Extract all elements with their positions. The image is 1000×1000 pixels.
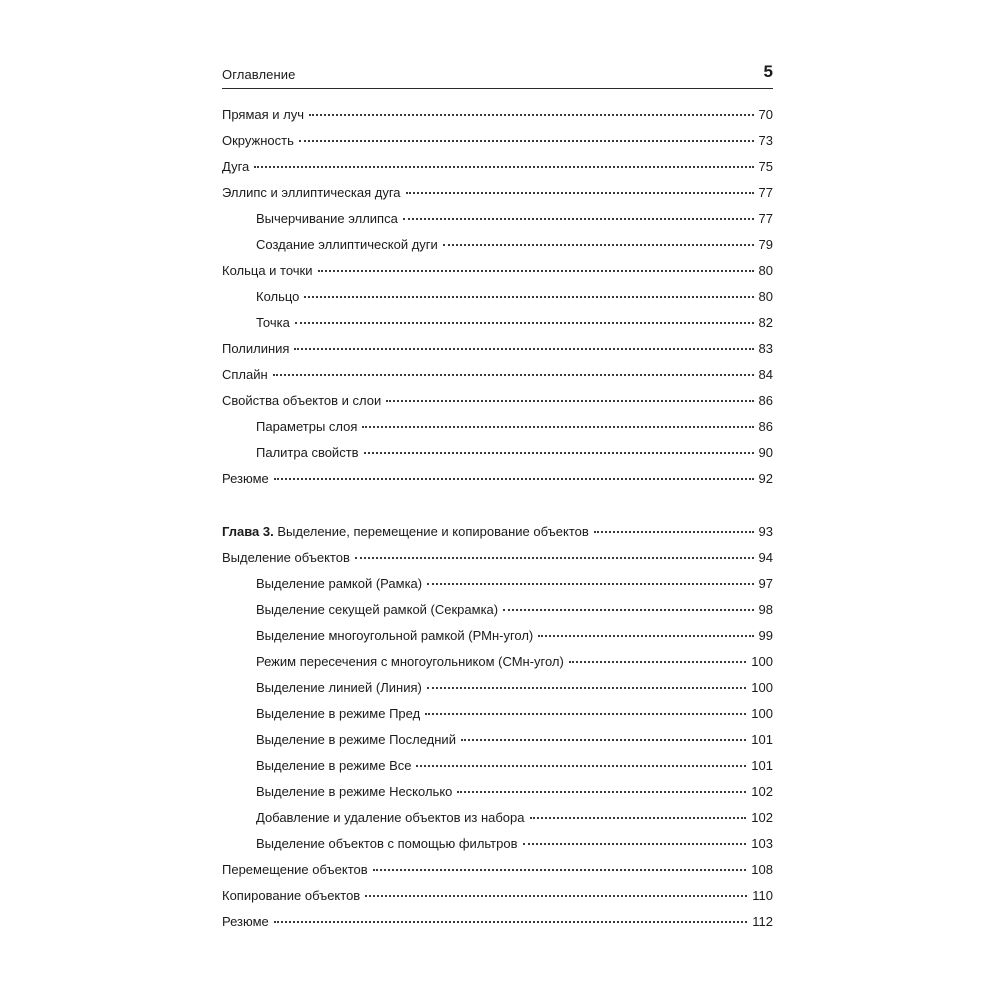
toc-entry-text: Выделение в режиме Все bbox=[256, 758, 412, 773]
toc-entry-page: 112 bbox=[752, 914, 773, 929]
toc-subentry[interactable] bbox=[222, 675, 773, 701]
toc-entry-text: Свойства объектов и слои bbox=[222, 393, 382, 408]
toc-entry-text: Выделение в режиме Последний bbox=[256, 732, 456, 747]
dot-leader bbox=[569, 660, 746, 663]
toc-subentry[interactable] bbox=[222, 232, 773, 258]
dot-leader bbox=[503, 608, 753, 611]
dot-leader bbox=[273, 373, 754, 376]
toc-entry[interactable] bbox=[222, 180, 773, 206]
toc-entry-text: Полилиния bbox=[222, 341, 290, 356]
dot-leader bbox=[254, 165, 753, 168]
toc-entry[interactable] bbox=[222, 336, 773, 362]
toc-subentry[interactable] bbox=[222, 779, 773, 805]
toc-subentry[interactable] bbox=[222, 831, 773, 857]
dot-leader bbox=[295, 321, 754, 324]
toc-entry-page: 83 bbox=[758, 341, 773, 356]
toc-entry-text: Выделение объектов с помощью фильтров bbox=[256, 836, 518, 851]
dot-leader bbox=[364, 451, 754, 454]
toc-entry[interactable] bbox=[222, 883, 773, 909]
toc-subentry[interactable] bbox=[222, 571, 773, 597]
running-header bbox=[222, 62, 773, 89]
toc-entry-page: 77 bbox=[758, 185, 773, 200]
toc-entry[interactable] bbox=[222, 102, 773, 128]
toc-entry[interactable] bbox=[222, 258, 773, 284]
dot-leader bbox=[427, 582, 753, 585]
dot-leader bbox=[294, 347, 753, 350]
toc-entry-text: Выделение линией (Линия) bbox=[256, 680, 422, 695]
toc-entry-page: 90 bbox=[758, 445, 773, 460]
dot-leader bbox=[461, 738, 746, 741]
toc-entry-text: Режим пересечения с многоугольником (СМн-угол) bbox=[256, 654, 564, 669]
toc-entry-page: 102 bbox=[751, 784, 773, 799]
toc-entry-page: 97 bbox=[758, 576, 773, 591]
toc-entry-text: Копирование объектов bbox=[222, 888, 361, 903]
toc-entry-page: 92 bbox=[758, 471, 773, 486]
toc-entry-text: Прямая и луч bbox=[222, 107, 305, 122]
toc-subentry[interactable] bbox=[222, 597, 773, 623]
toc-subentry[interactable] bbox=[222, 206, 773, 232]
toc-entry-page: 99 bbox=[758, 628, 773, 643]
toc-entry[interactable] bbox=[222, 857, 773, 883]
toc-entry[interactable] bbox=[222, 545, 773, 571]
toc-entry-text: Выделение секущей рамкой (Секрамка) bbox=[256, 602, 499, 617]
dot-leader bbox=[403, 217, 754, 220]
chapter-label: Глава 3. bbox=[222, 524, 274, 539]
toc-entry-page: 79 bbox=[758, 237, 773, 252]
toc-entry-page: 82 bbox=[758, 315, 773, 330]
toc-entry-text: Сплайн bbox=[222, 367, 268, 382]
chapter-title: Выделение, перемещение и копирование объектов bbox=[277, 524, 589, 539]
toc-entry-page: 77 bbox=[758, 211, 773, 226]
toc-subentry[interactable] bbox=[222, 440, 773, 466]
toc-subentry[interactable] bbox=[222, 649, 773, 675]
dot-leader bbox=[538, 634, 753, 637]
toc-entry[interactable] bbox=[222, 388, 773, 414]
toc-entry[interactable] bbox=[222, 154, 773, 180]
dot-leader bbox=[362, 425, 753, 428]
dot-leader bbox=[416, 764, 746, 767]
toc-entry-page: 100 bbox=[751, 706, 773, 721]
toc-chapter-text bbox=[222, 519, 589, 545]
toc-entry-page: 75 bbox=[758, 159, 773, 174]
toc-subentry[interactable] bbox=[222, 701, 773, 727]
toc-entry-text: Выделение многоугольной рамкой (РМн-угол) bbox=[256, 628, 534, 643]
toc-entry-text: Дуга bbox=[222, 159, 250, 174]
toc-entry-text: Добавление и удаление объектов из набора bbox=[256, 810, 525, 825]
toc-entry-text: Кольцо bbox=[256, 289, 300, 304]
toc-entry-page: 102 bbox=[751, 810, 773, 825]
dot-leader bbox=[373, 868, 747, 871]
toc-entry-page: 103 bbox=[751, 836, 773, 851]
toc-section-chapter-2 bbox=[222, 102, 773, 492]
toc-subentry[interactable] bbox=[222, 623, 773, 649]
dot-leader bbox=[425, 712, 746, 715]
toc-entry-text: Создание эллиптической дуги bbox=[256, 237, 438, 252]
toc-entry-page: 94 bbox=[758, 550, 773, 565]
toc-entry-page: 110 bbox=[752, 888, 773, 903]
dot-leader bbox=[406, 191, 754, 194]
dot-leader bbox=[299, 139, 754, 142]
toc-entry-text: Точка bbox=[256, 315, 290, 330]
dot-leader bbox=[274, 477, 754, 480]
page-number: 5 bbox=[763, 62, 773, 81]
dot-leader bbox=[443, 243, 754, 246]
toc-subentry[interactable] bbox=[222, 310, 773, 336]
toc-entry-text: Параметры слоя bbox=[256, 419, 358, 434]
toc-entry-text: Выделение в режиме Несколько bbox=[256, 784, 453, 799]
toc-entry-text: Резюме bbox=[222, 471, 269, 486]
dot-leader bbox=[457, 790, 746, 793]
toc-entry-page: 93 bbox=[758, 524, 773, 539]
toc-entry-text: Вычерчивание эллипса bbox=[256, 211, 398, 226]
dot-leader bbox=[304, 295, 753, 298]
dot-leader bbox=[309, 113, 754, 116]
toc-entry-page: 80 bbox=[758, 289, 773, 304]
toc-entry-text: Выделение рамкой (Рамка) bbox=[256, 576, 423, 591]
toc-entry-text: Перемещение объектов bbox=[222, 862, 368, 877]
toc-entry-page: 108 bbox=[751, 862, 773, 877]
dot-leader bbox=[274, 920, 747, 923]
toc-entry-text: Эллипс и эллиптическая дуга bbox=[222, 185, 401, 200]
dot-leader bbox=[365, 894, 747, 897]
toc-subentry[interactable] bbox=[222, 805, 773, 831]
toc-entry[interactable] bbox=[222, 128, 773, 154]
toc-entry[interactable] bbox=[222, 909, 773, 935]
toc-entry-page: 101 bbox=[751, 732, 773, 747]
toc-entry-page: 100 bbox=[751, 680, 773, 695]
toc-entry-page: 70 bbox=[758, 107, 773, 122]
dot-leader bbox=[530, 816, 747, 819]
toc-entry-page: 80 bbox=[758, 263, 773, 278]
dot-leader bbox=[318, 269, 754, 272]
toc-subentry[interactable] bbox=[222, 753, 773, 779]
toc-entry-page: 98 bbox=[758, 602, 773, 617]
toc-entry-page: 84 bbox=[758, 367, 773, 382]
toc-chapter-heading[interactable] bbox=[222, 519, 773, 545]
toc-entry-text: Резюме bbox=[222, 914, 269, 929]
toc-entry-text: Кольца и точки bbox=[222, 263, 313, 278]
dot-leader bbox=[427, 686, 746, 689]
toc-entry-page: 73 bbox=[758, 133, 773, 148]
toc-entry-page: 100 bbox=[751, 654, 773, 669]
toc-entry-text: Палитра свойств bbox=[256, 445, 359, 460]
toc-entry-page: 101 bbox=[751, 758, 773, 773]
toc-entry-text: Окружность bbox=[222, 133, 294, 148]
toc-subentry[interactable] bbox=[222, 727, 773, 753]
dot-leader bbox=[386, 399, 753, 402]
dot-leader bbox=[523, 842, 747, 845]
toc-subentry[interactable] bbox=[222, 284, 773, 310]
dot-leader bbox=[355, 556, 754, 559]
toc-entry-page: 86 bbox=[758, 419, 773, 434]
toc-entry-text: Выделение в режиме Пред bbox=[256, 706, 421, 721]
dot-leader bbox=[594, 530, 754, 533]
toc-entry[interactable] bbox=[222, 466, 773, 492]
toc-entry[interactable] bbox=[222, 362, 773, 388]
toc-entry-text: Выделение объектов bbox=[222, 550, 350, 565]
header-title: Оглавление bbox=[222, 67, 296, 82]
toc-section-chapter-3 bbox=[222, 519, 773, 935]
toc-entry-page: 86 bbox=[758, 393, 773, 408]
toc-subentry[interactable] bbox=[222, 414, 773, 440]
